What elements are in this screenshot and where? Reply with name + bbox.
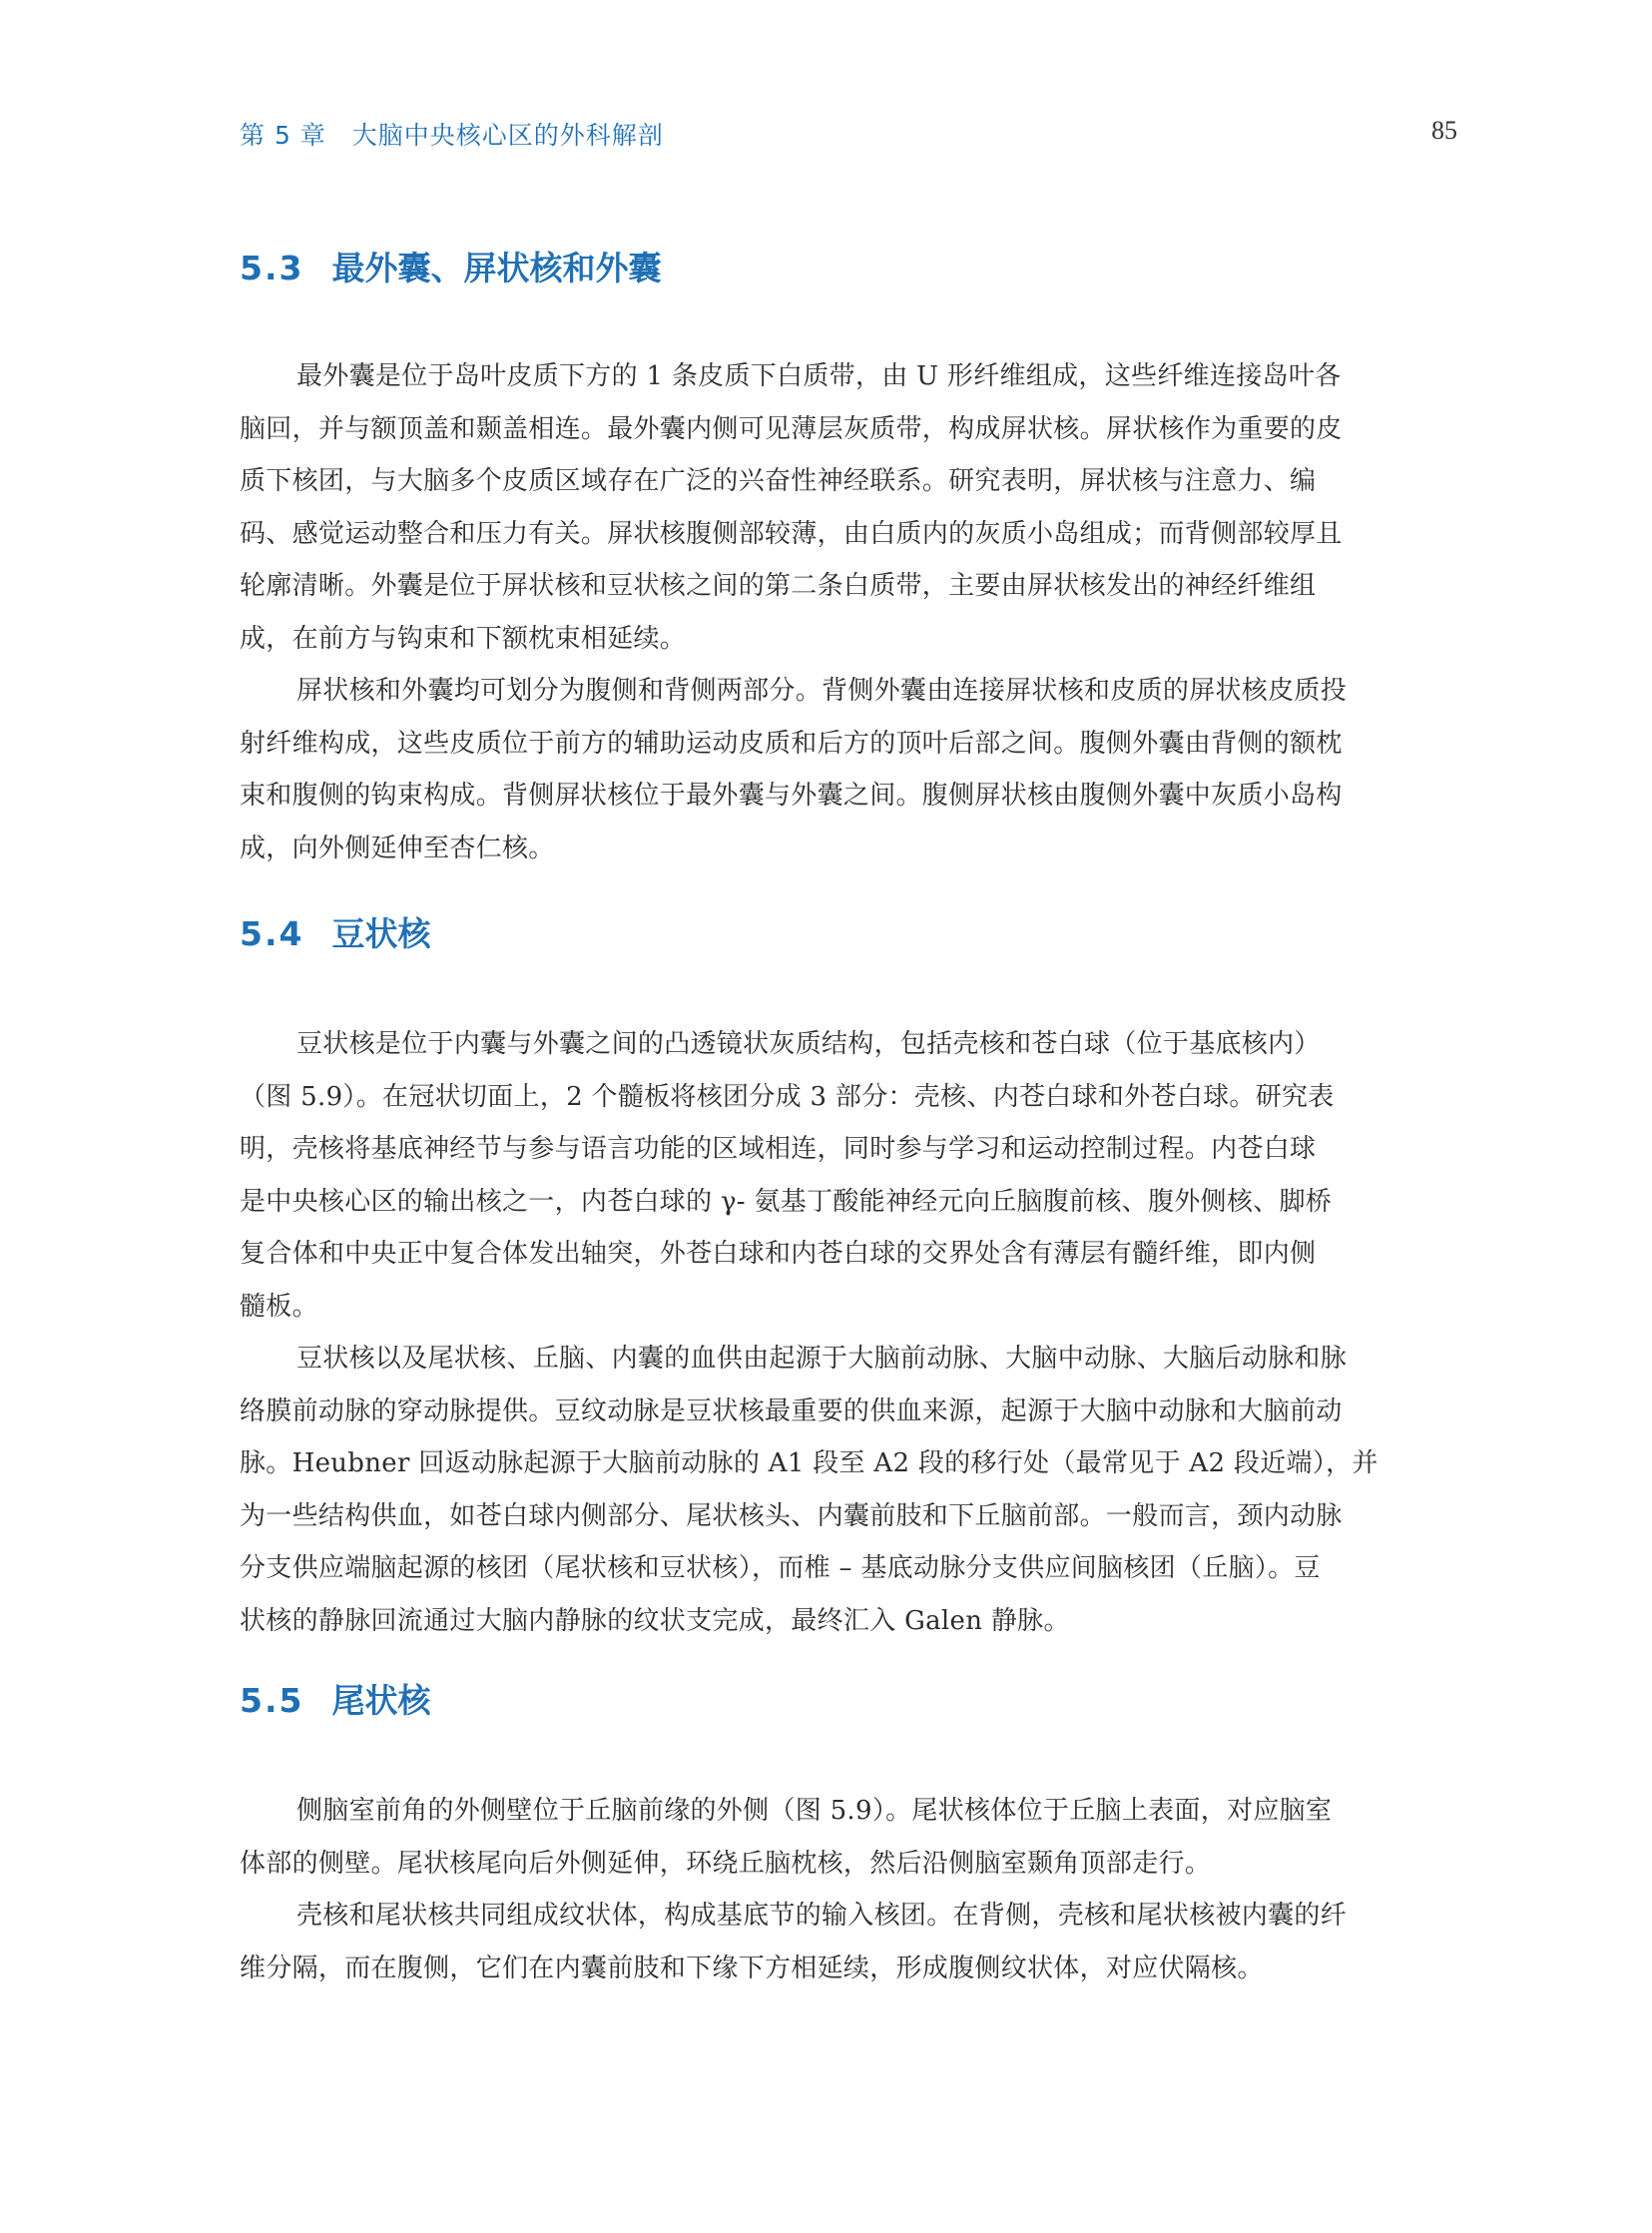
section-title: 豆状核 (331, 914, 431, 953)
section-number: 5.4 (240, 914, 304, 953)
section-5-4 (240, 912, 1459, 1647)
body-paragraph: 最外囊是位于岛叶皮质下方的 1 条皮质下白质带，由 U 形纤维组成，这些纤维连接岛叶各 脑回，并与额顶盖和颞盖相连。最外囊内侧可见薄层灰质带，构成屏状核。屏状核作为重要的皮 质下核团，与大脑多个皮质区域存在广泛的兴奋性神经联系。研究表明，屏状核与注意力、编 码、感觉运动整合和压力有关。屏状核腹侧部较薄，由白质内的灰质小岛组成；而背侧部较厚且 轮廓清晰。外囊是位于屏状核和豆状核之间的第二条白质带，主要由屏状核发出的神经纤维组 成，在前方与钩束和下额枕束相延续。 (240, 361, 1343, 654)
section-number: 5.5 (240, 1681, 304, 1720)
section-title: 最外囊、屏状核和外囊 (331, 249, 662, 287)
section-heading (240, 912, 1459, 956)
section-5-3 (240, 247, 1459, 874)
section-heading (240, 1679, 1459, 1723)
body-paragraph: 侧脑室前角的外侧壁位于丘脑前缘的外侧（图 5.9）。尾状核体位于丘脑上表面，对应脑室 体部的侧壁。尾状核尾向后外侧延伸，环绕丘脑枕核，然后沿侧脑室颞角顶部走行。 (240, 1796, 1333, 1879)
body-paragraph: 豆状核以及尾状核、丘脑、内囊的血供由起源于大脑前动脉、大脑中动脉、大脑后动脉和脉 络膜前动脉的穿动脉提供。豆纹动脉是豆状核最重要的供血来源，起源于大脑中动脉和大脑前动 脉。Heubner 回返动脉起源于大脑前动脉的 A1 段至 A2 段的移行处（最常见于 A2 段近端），并 为一些结构供血，如苍白球内侧部分、尾状核头、内囊前肢和下丘脑前部。一般而言，颈内动脉 分支供应端脑起源的核团（尾状核和豆状核），而椎 – 基底动脉分支供应间脑核团（丘脑）。豆 状核的静脉回流通过大脑内静脉的纹状支完成，最终汇入 Galen 静脉。 (240, 1344, 1378, 1636)
body-paragraph: 壳核和尾状核共同组成纹状体，构成基底节的输入核团。在背侧，壳核和尾状核被内囊的纤 维分隔，而在腹侧，它们在内囊前肢和下缘下方相延续，形成腹侧纹状体，对应伏隔核。 (240, 1901, 1348, 1983)
section-5-5 (240, 1679, 1459, 1994)
running-head: 第 5 章 大脑中央核心区的外科解剖 (240, 121, 664, 150)
body-paragraph: 豆状核是位于内囊与外囊之间的凸透镜状灰质结构，包括壳核和苍白球（位于基底核内） （图 5.9）。在冠状切面上，2 个髓板将核团分成 3 部分：壳核、内苍白球和外苍白球。研究表 明，壳核将基底神经节与参与语言功能的区域相连，同时参与学习和运动控制过程。内苍白球 是中央核心区的输出核之一，内苍白球的 γ- 氨基丁酸能神经元向丘脑腹前核、腹外侧核、脚桥 复合体和中央正中复合体发出轴突，外苍白球和内苍白球的交界处含有薄层有髓纤维，即内侧 髓板。 (240, 1029, 1335, 1322)
section-heading (240, 247, 1459, 290)
running-header (240, 116, 1457, 156)
section-title: 尾状核 (331, 1681, 431, 1720)
page-number: 85 (1431, 116, 1457, 145)
section-number: 5.3 (240, 249, 304, 287)
body-paragraph: 屏状核和外囊均可划分为腹侧和背侧两部分。背侧外囊由连接屏状核和皮质的屏状核皮质投 射纤维构成，这些皮质位于前方的辅助运动皮质和后方的顶叶后部之间。腹侧外囊由背侧的额枕 束和腹侧的钩束构成。背侧屏状核位于最外囊与外囊之间。腹侧屏状核由腹侧外囊中灰质小岛构 成，向外侧延伸至杏仁核。 (240, 676, 1348, 863)
